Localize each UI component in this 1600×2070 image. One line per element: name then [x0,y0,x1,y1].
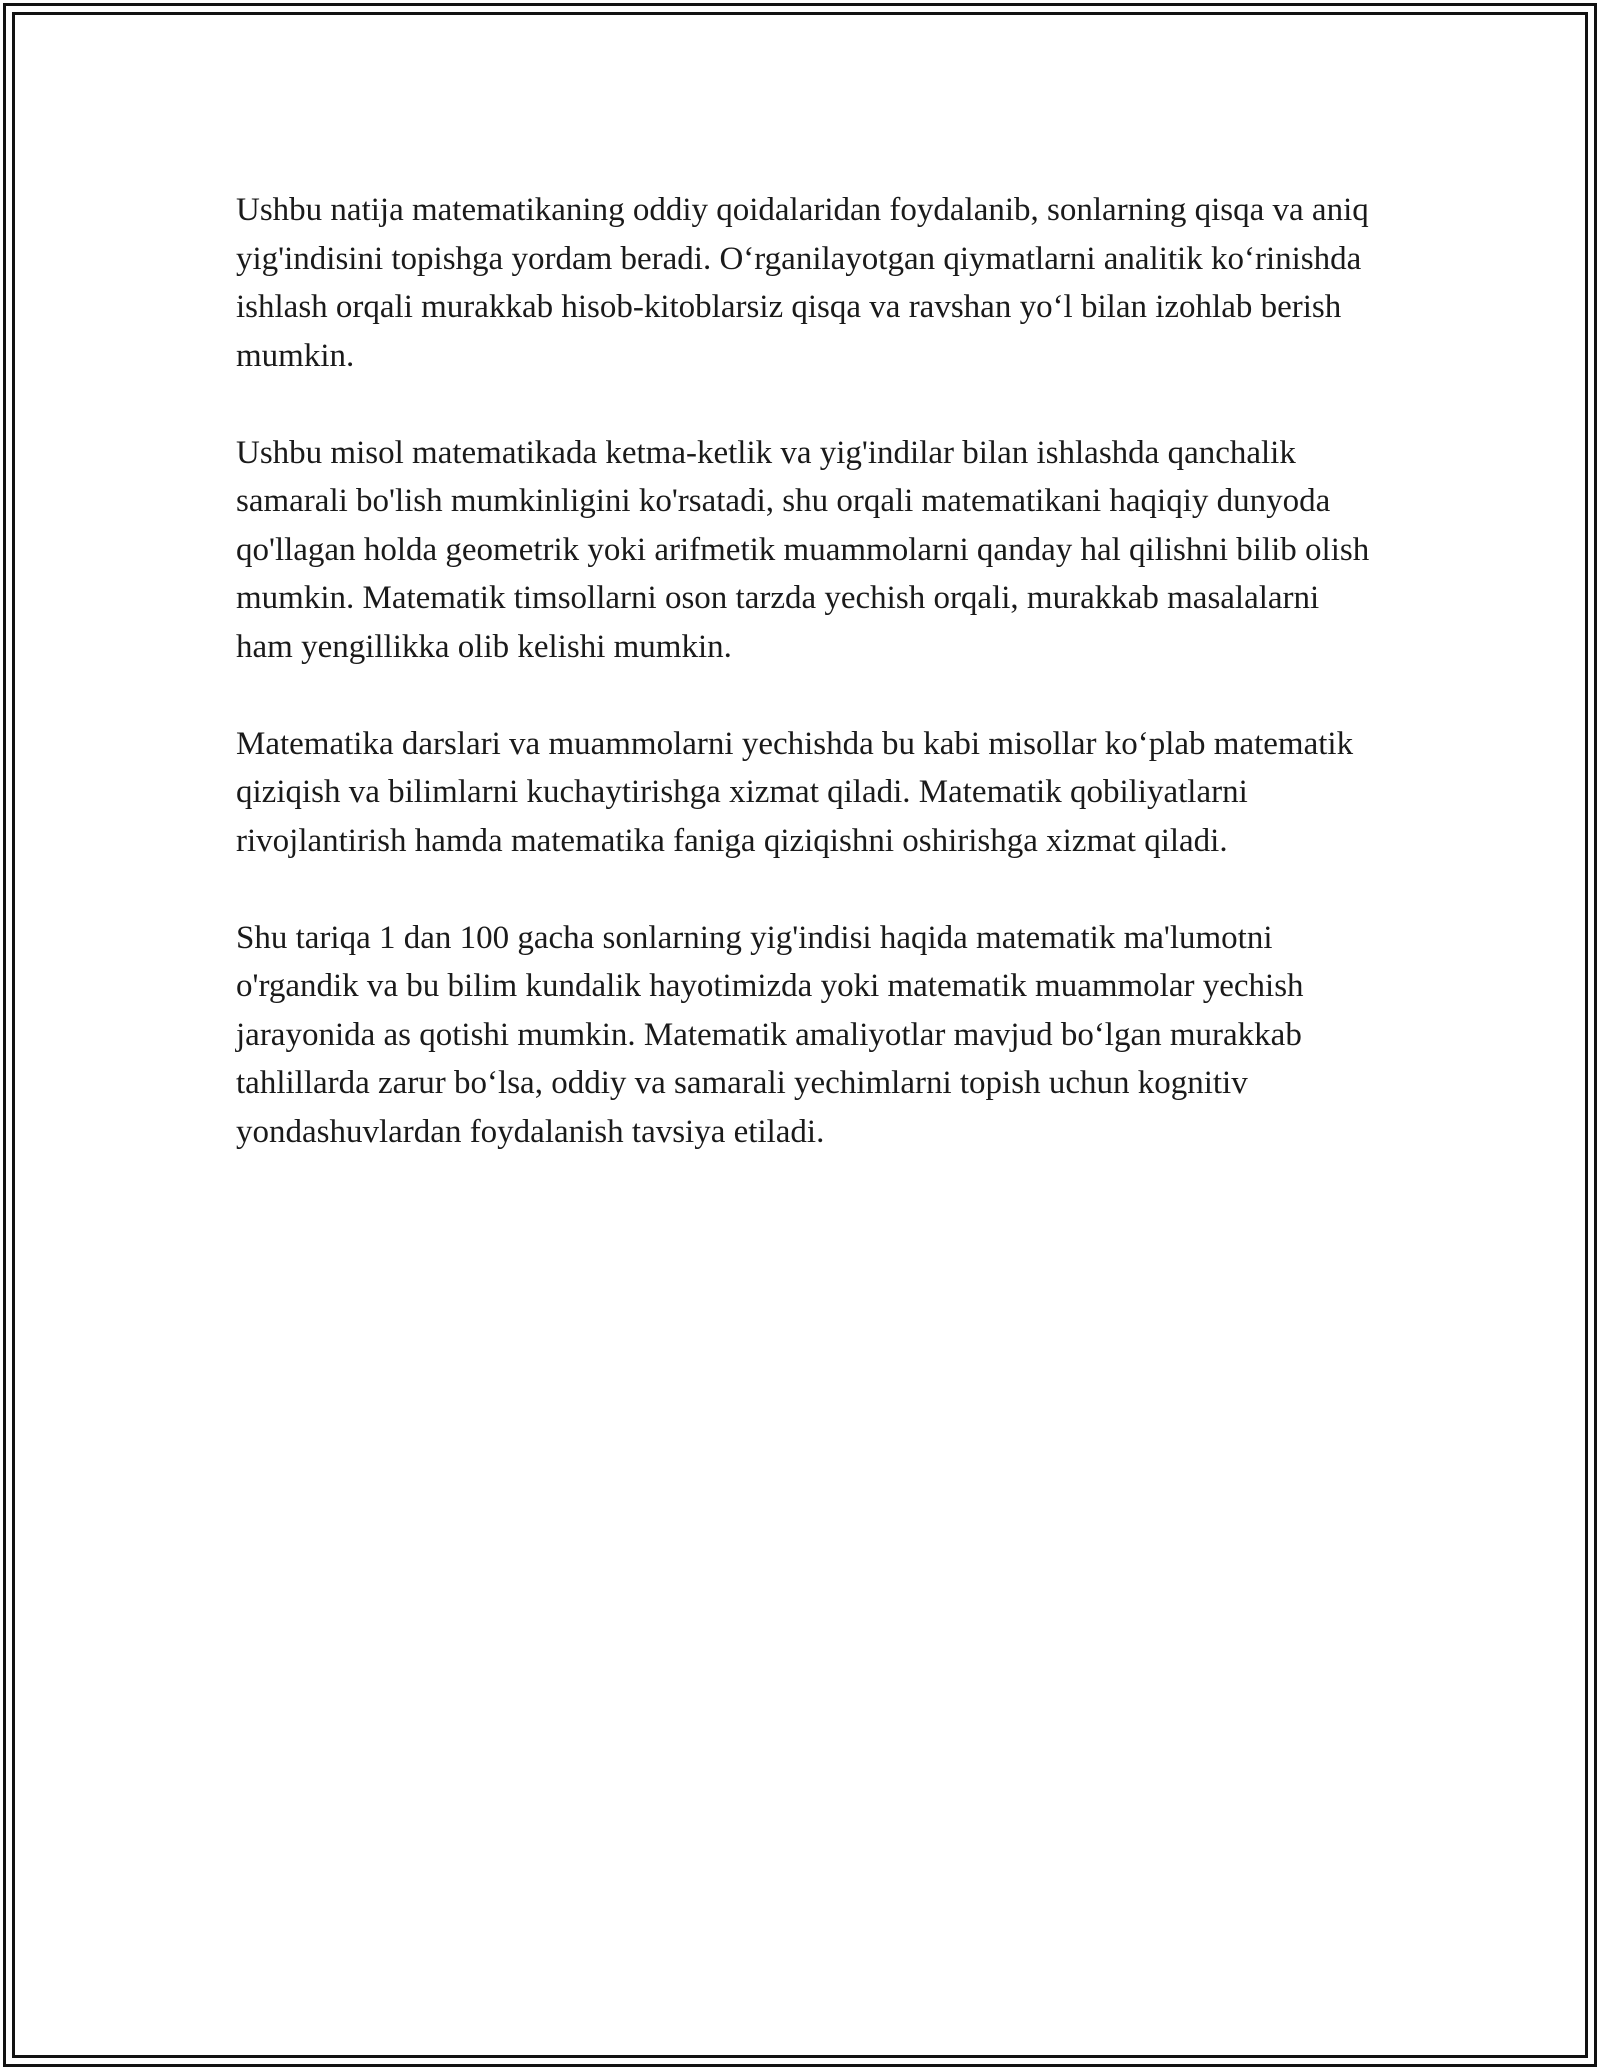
paragraph-4: Shu tariqa 1 dan 100 gacha sonlarning yig'indisi haqida matematik ma'lumotni o'rgandik va bu bilim kundalik hayotimizda yoki matematik muammolar yechish jarayonida as qotishi mumkin. Matematik amaliyotlar mavjud bo‘lgan murakkab tahlillarda zarur bo‘lsa, oddiy va samarali yechimlarni topish uchun kognitiv yondashuvlardan foydalanish tavsiya etiladi. [236,919,1304,1150]
paragraph-2: Ushbu misol matematikada ketma-ketlik va yig'indilar bilan ishlashda qanchalik samarali bo'lish mumkinligini ko'rsatadi, shu orqali matematikani haqiqiy dunyoda qo'llagan holda geometrik yoki arifmetik muammolarni qanday hal qilishni bilib olish mumkin. Matematik timsollarni oson tarzda yechish orqali, murakkab masalalarni ham yengillikka olib kelishi mumkin. [236,434,1370,665]
paragraph-1: Ushbu natija matematikaning oddiy qoidalaridan foydalanib, sonlarning qisqa va aniq yig'indisini topishga yordam beradi. O‘rganilayotgan qiymatlarni analitik ko‘rinishda ishlash orqali murakkab hisob-kitoblarsiz qisqa va ravshan yo‘l bilan izohlab berish mumkin. [236,192,1369,374]
paragraph-3: Matematika darslari va muammolarni yechishda bu kabi misollar ko‘plab matematik qiziqish va bilimlarni kuchaytirishga xizmat qiladi. Matematik qobiliyatlarni rivojlantirish hamda matematika faniga qiziqishni oshirishga xizmat qiladi. [236,725,1354,859]
document-body [236,186,1376,1156]
